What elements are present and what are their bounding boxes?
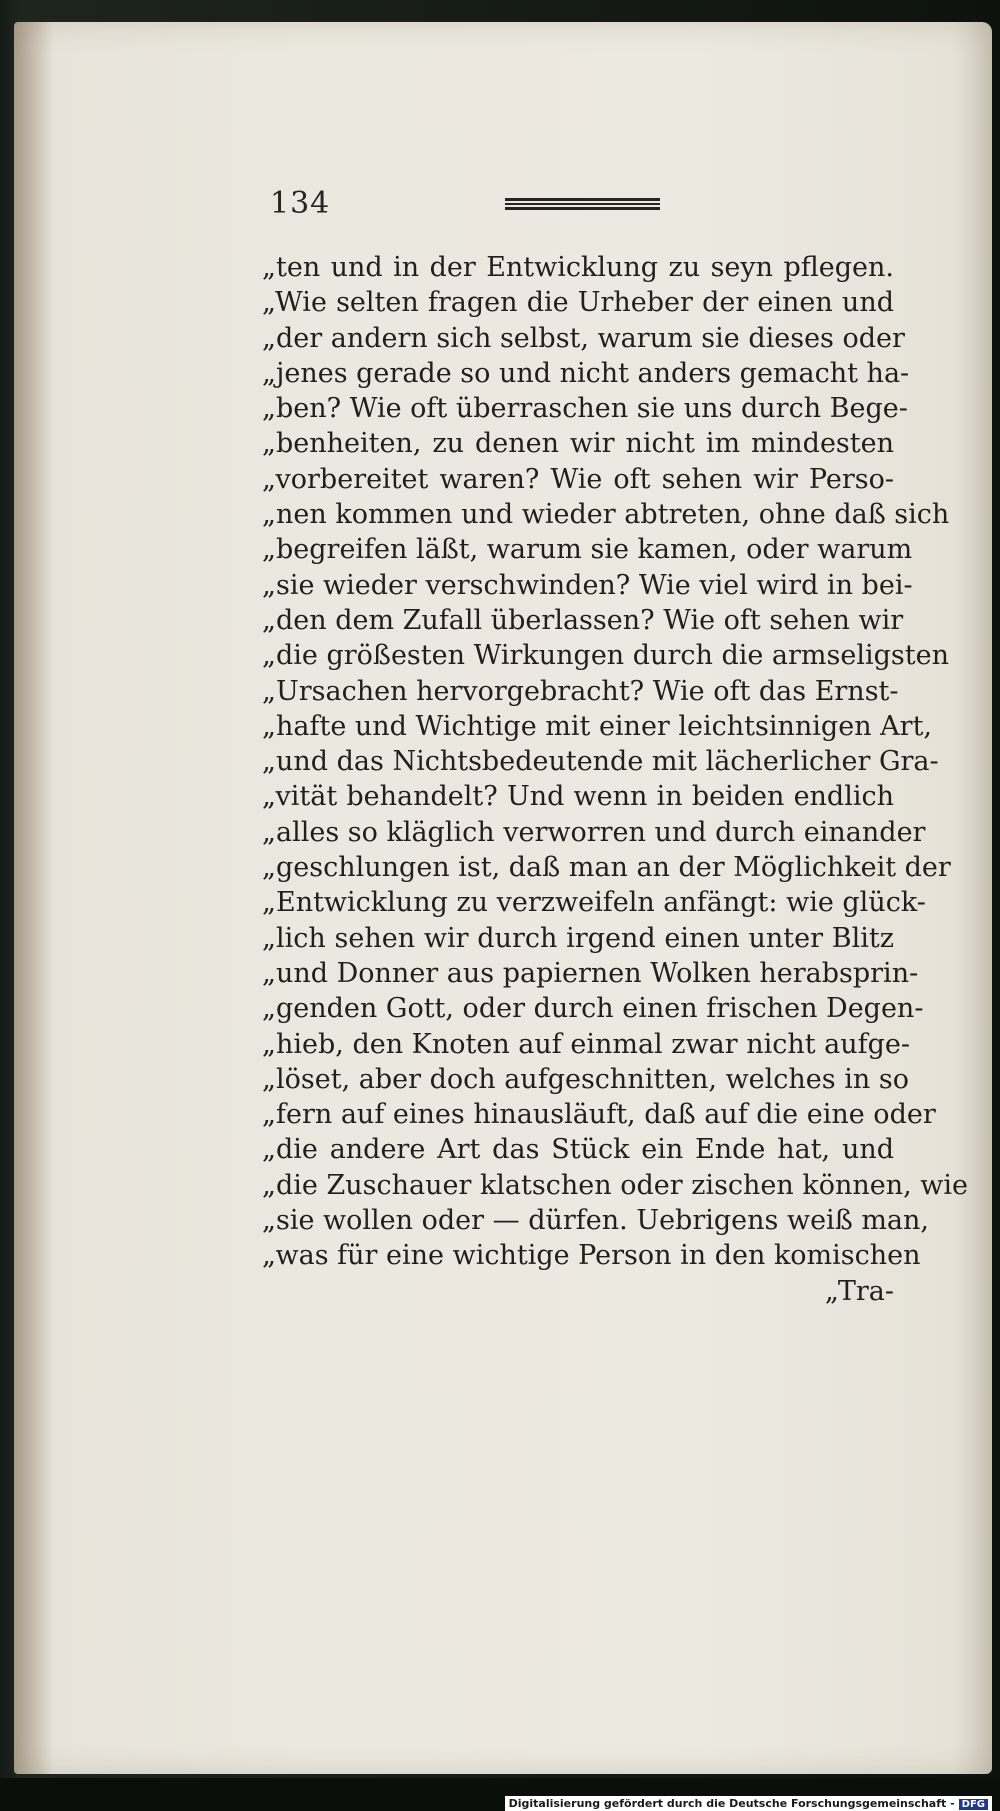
- digitization-credit: [505, 1796, 992, 1811]
- text-line: „geschlungen ist, daß man an der Möglichkeit der: [262, 852, 951, 884]
- text-line: „ten und in der Entwicklung zu seyn pflegen.: [262, 252, 894, 283]
- text-line: „Entwicklung zu verzweifeln anfängt: wie glück-: [262, 887, 926, 919]
- page-spine-shadow: [14, 22, 54, 1774]
- text-line: „die größesten Wirkungen durch die armseligsten: [262, 640, 949, 672]
- text-line: „hieb, den Knoten auf einmal zwar nicht aufge-: [262, 1028, 911, 1060]
- text-line: „sie wieder verschwinden? Wie viel wird in bei-: [262, 569, 913, 601]
- text-line: „benheiten, zu denen wir nicht im mindesten: [262, 428, 894, 460]
- text-line: „löset, aber doch aufgeschnitten, welches in so: [262, 1063, 909, 1095]
- text-line: „Wie selten fragen die Urheber der einen und: [262, 287, 894, 319]
- text-line: „ben? Wie oft überraschen sie uns durch Bege-: [262, 393, 908, 425]
- text-line: „die Zuschauer klatschen oder zischen können, wie: [262, 1169, 969, 1201]
- text-line: „den dem Zufall überlassen? Wie oft sehen wir: [262, 604, 904, 636]
- page-number: 134: [270, 186, 331, 221]
- header-ornament-rule: [505, 198, 660, 210]
- text-line: „und das Nichtsbedeutende mit lächerlicher Gra-: [262, 746, 939, 778]
- text-line: „die andere Art das Stück ein Ende hat, und: [262, 1134, 894, 1166]
- text-line: „und Donner aus papiernen Wolken herabsprin-: [262, 957, 919, 989]
- catchword: „Tra-: [824, 1275, 894, 1307]
- text-line: „nen kommen und wieder abtreten, ohne daß sich: [262, 499, 950, 531]
- text-line: „hafte und Wichtige mit einer leichtsinnigen Art,: [262, 710, 933, 742]
- text-line: „jenes gerade so und nicht anders gemacht ha-: [262, 357, 910, 389]
- text-line: „Ursachen hervorgebracht? Wie oft das Ernst-: [262, 675, 899, 707]
- credit-text: Digitalisierung gefördert durch die Deutsche Forschungsgemeinschaft -: [508, 1797, 955, 1810]
- text-line: „sie wollen oder — dürfen. Uebrigens weiß man,: [262, 1205, 929, 1237]
- text-line: „genden Gott, oder durch einen frischen Degen-: [262, 993, 924, 1025]
- body-text: [262, 250, 969, 1309]
- text-line: „vorbereitet waren? Wie oft sehen wir Perso-: [262, 463, 894, 495]
- dfg-logo: DFG: [959, 1799, 988, 1810]
- text-line: „was für eine wichtige Person in den komischen: [262, 1240, 921, 1272]
- text-line: „fern auf eines hinausläuft, daß auf die eine oder: [262, 1099, 936, 1131]
- text-line: „lich sehen wir durch irgend einen unter Blitz: [262, 922, 894, 954]
- text-line: „vität behandelt? Und wenn in beiden endlich: [262, 781, 894, 813]
- text-line: „alles so kläglich verworren und durch einander: [262, 816, 926, 848]
- text-line: „der andern sich selbst, warum sie dieses oder: [262, 322, 905, 354]
- text-line: „begreifen läßt, warum sie kamen, oder warum: [262, 534, 913, 566]
